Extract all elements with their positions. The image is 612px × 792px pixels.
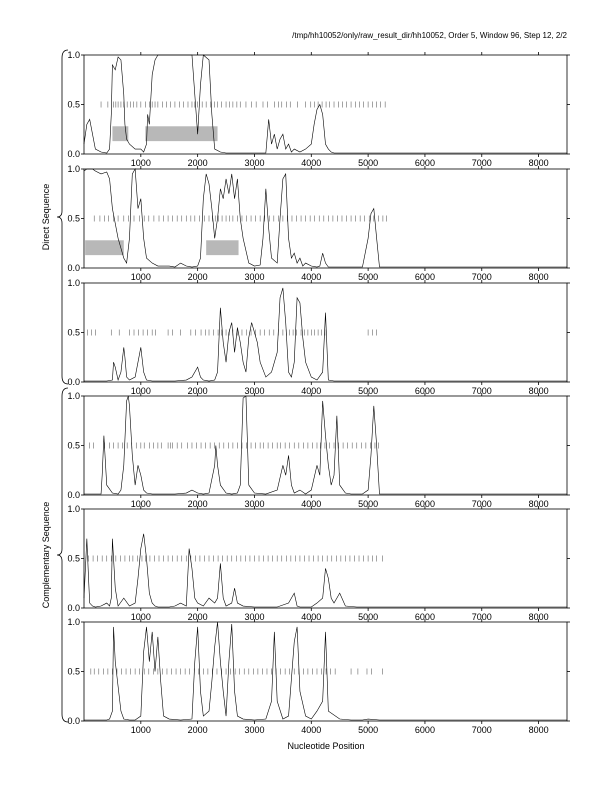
y-tick-label: 0.0 xyxy=(67,490,80,500)
x-tick-label: 1000 xyxy=(130,272,151,282)
x-tick-label: 4000 xyxy=(301,499,322,509)
x-tick-label: 3000 xyxy=(244,725,265,735)
y-tick-label: 0.0 xyxy=(67,716,80,726)
panel-complementary-frame-3 xyxy=(67,617,570,735)
x-tick-label: 1000 xyxy=(130,612,151,622)
plot-frame xyxy=(84,283,567,382)
y-tick-label: 1.0 xyxy=(67,50,80,60)
x-tick-label: 4000 xyxy=(301,725,322,735)
y-tick-label: 1.0 xyxy=(67,504,80,514)
orf-bar xyxy=(85,240,124,255)
y-tick-label: 0.5 xyxy=(67,440,80,451)
x-tick-label: 6000 xyxy=(414,272,435,282)
x-tick-label: 2000 xyxy=(187,158,208,168)
x-tick-label: 8000 xyxy=(528,725,549,735)
y-tick-label: 0.5 xyxy=(67,99,80,110)
orf-bar xyxy=(145,126,217,141)
x-tick-label: 7000 xyxy=(471,499,492,509)
x-tick-label: 1000 xyxy=(130,725,151,735)
x-tick-label: 5000 xyxy=(358,272,379,282)
header-text: /tmp/hh10052/only/raw_result_dir/hh10052, Order 5, Window 96, Step 12, 2/2 xyxy=(292,31,567,40)
y-tick-label: 0.0 xyxy=(67,263,80,273)
x-tick-label: 7000 xyxy=(471,386,492,396)
x-tick-label: 1000 xyxy=(130,499,151,509)
y-tick-label: 1.0 xyxy=(67,391,80,401)
plot-frame xyxy=(84,169,567,268)
x-tick-label: 7000 xyxy=(471,158,492,168)
x-axis-label: Nucleotide Position xyxy=(287,741,365,751)
series-line xyxy=(84,534,567,607)
plot-frame xyxy=(84,396,567,495)
x-tick-label: 6000 xyxy=(414,725,435,735)
x-tick-label: 5000 xyxy=(358,158,379,168)
x-tick-label: 6000 xyxy=(414,158,435,168)
x-tick-label: 4000 xyxy=(301,158,322,168)
x-tick-label: 6000 xyxy=(414,386,435,396)
series-line xyxy=(84,396,567,494)
x-tick-label: 3000 xyxy=(244,499,265,509)
panel-direct-frame-1 xyxy=(67,50,570,168)
x-tick-label: 8000 xyxy=(528,499,549,509)
x-tick-label: 4000 xyxy=(301,386,322,396)
series-line xyxy=(84,169,567,267)
group-brackets xyxy=(41,50,68,722)
y-tick-label: 0.5 xyxy=(67,666,80,677)
plot-frame xyxy=(84,509,567,608)
y-tick-label: 0.0 xyxy=(67,603,80,613)
x-tick-label: 1000 xyxy=(130,386,151,396)
x-tick-label: 8000 xyxy=(528,386,549,396)
group-bracket xyxy=(57,50,68,384)
x-tick-label: 2000 xyxy=(187,725,208,735)
x-tick-label: 5000 xyxy=(358,612,379,622)
y-tick-label: 0.5 xyxy=(67,553,80,564)
x-tick-label: 2000 xyxy=(187,612,208,622)
x-tick-label: 5000 xyxy=(358,499,379,509)
group-bracket xyxy=(57,388,68,722)
x-tick-label: 8000 xyxy=(528,612,549,622)
series-line xyxy=(84,288,567,381)
x-tick-label: 5000 xyxy=(358,725,379,735)
x-tick-label: 7000 xyxy=(471,612,492,622)
x-tick-label: 3000 xyxy=(244,158,265,168)
panel-direct-frame-2 xyxy=(67,164,570,282)
group-label: Complementary Sequence xyxy=(41,501,51,609)
y-tick-label: 0.5 xyxy=(67,213,80,224)
x-tick-label: 2000 xyxy=(187,499,208,509)
y-tick-label: 0.0 xyxy=(67,377,80,387)
x-tick-label: 4000 xyxy=(301,272,322,282)
panel-direct-frame-3 xyxy=(67,278,570,396)
x-tick-label: 8000 xyxy=(528,272,549,282)
orf-bar xyxy=(206,240,238,255)
x-tick-label: 3000 xyxy=(244,272,265,282)
y-tick-label: 0.5 xyxy=(67,327,80,338)
y-tick-label: 1.0 xyxy=(67,164,80,174)
x-tick-label: 2000 xyxy=(187,272,208,282)
series-line xyxy=(84,622,567,720)
x-tick-label: 7000 xyxy=(471,272,492,282)
panels xyxy=(67,50,570,735)
x-tick-label: 8000 xyxy=(528,158,549,168)
panel-complementary-frame-2 xyxy=(67,504,570,622)
x-tick-label: 6000 xyxy=(414,499,435,509)
x-tick-label: 5000 xyxy=(358,386,379,396)
x-tick-label: 3000 xyxy=(244,386,265,396)
group-label: Direct Sequence xyxy=(41,183,51,251)
y-tick-label: 1.0 xyxy=(67,617,80,627)
x-tick-label: 2000 xyxy=(187,386,208,396)
x-tick-label: 7000 xyxy=(471,725,492,735)
x-tick-label: 3000 xyxy=(244,612,265,622)
x-tick-label: 4000 xyxy=(301,612,322,622)
y-tick-label: 0.0 xyxy=(67,149,80,159)
y-tick-label: 1.0 xyxy=(67,278,80,288)
x-tick-label: 1000 xyxy=(130,158,151,168)
panel-complementary-frame-1 xyxy=(67,391,570,509)
x-tick-label: 6000 xyxy=(414,612,435,622)
